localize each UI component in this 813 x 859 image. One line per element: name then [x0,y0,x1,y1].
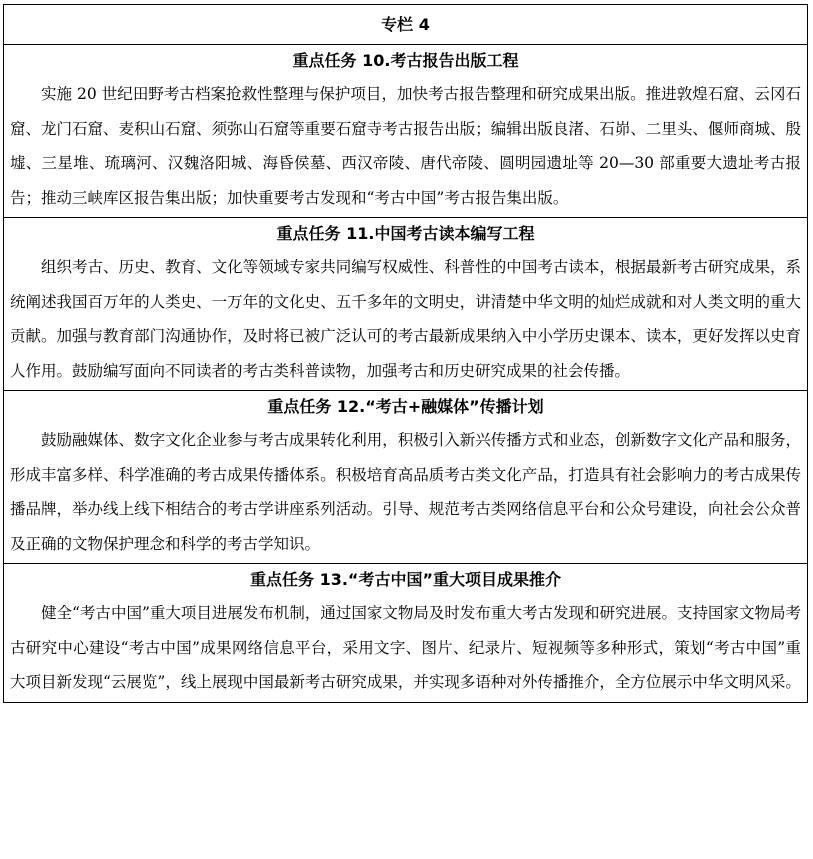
task-section [3,563,808,703]
task-section [3,44,808,217]
task-title: 重点任务 10.考古报告出版工程 [292,51,519,70]
task-title: 重点任务 13.“考古中国”重大项目成果推介 [250,570,561,589]
task-body: 实施 20 世纪田野考古档案抢救性整理与保护项目，加快考古报告整理和研究成果出版。推进敦煌石窟、云冈石窟、龙门石窟、麦积山石窟、须弥山石窟等重要石窟寺考古报告出版；编辑出版良渚、石峁、二里头、偃师商城、殷墟、三星堆、琉璃河、汉魏洛阳城、海昏侯墓、西汉帝陵、唐代帝陵、圆明园遗址等 20—30 部重要大遗址考古报告；推动三峡库区报告集出版；加快重要考古发现和“考古中国”考古报告集出版。 [10,85,801,207]
task-body: 健全“考古中国”重大项目进展发布机制，通过国家文物局及时发布重大考古发现和研究进展。支持国家文物局考古研究中心建设“考古中国”成果网络信息平台，采用文字、图片、纪录片、短视频等多种形式，策划“考古中国”重大项目新发现“云展览”，线上展现中国最新考古研究成果，并实现多语种对外传播推介，全方位展示中华文明风采。 [10,604,801,691]
task-title: 重点任务 12.“考古+融媒体”传播计划 [267,397,544,416]
task-section [3,390,808,563]
task-body: 组织考古、历史、教育、文化等领域专家共同编写权威性、科普性的中国考古读本，根据最新考古研究成果，系统阐述我国百万年的人类史、一万年的文化史、五千多年的文明史，讲清楚中华文明的灿烂成就和对人类文明的重大贡献。加强与教育部门沟通协作，及时将已被广泛认可的考古最新成果纳入中小学历史课本、读本，更好发挥以史育人作用。鼓励编写面向不同读者的考古类科普读物，加强考古和历史研究成果的社会传播。 [10,258,801,380]
column-box [3,4,808,703]
task-section [3,217,808,390]
task-title: 重点任务 11.中国考古读本编写工程 [276,224,535,243]
task-body: 鼓励融媒体、数字文化企业参与考古成果转化利用，积极引入新兴传播方式和业态，创新数字文化产品和服务，形成丰富多样、科学准确的考古成果传播体系。积极培育高品质考古类文化产品，打造具有社会影响力的考古成果传播品牌，举办线上线下相结合的考古学讲座系列活动。引导、规范考古类网络信息平台和公众号建设，向社会公众普及正确的文物保护理念和科学的考古学知识。 [10,431,801,553]
column-title: 专栏 4 [3,4,808,44]
